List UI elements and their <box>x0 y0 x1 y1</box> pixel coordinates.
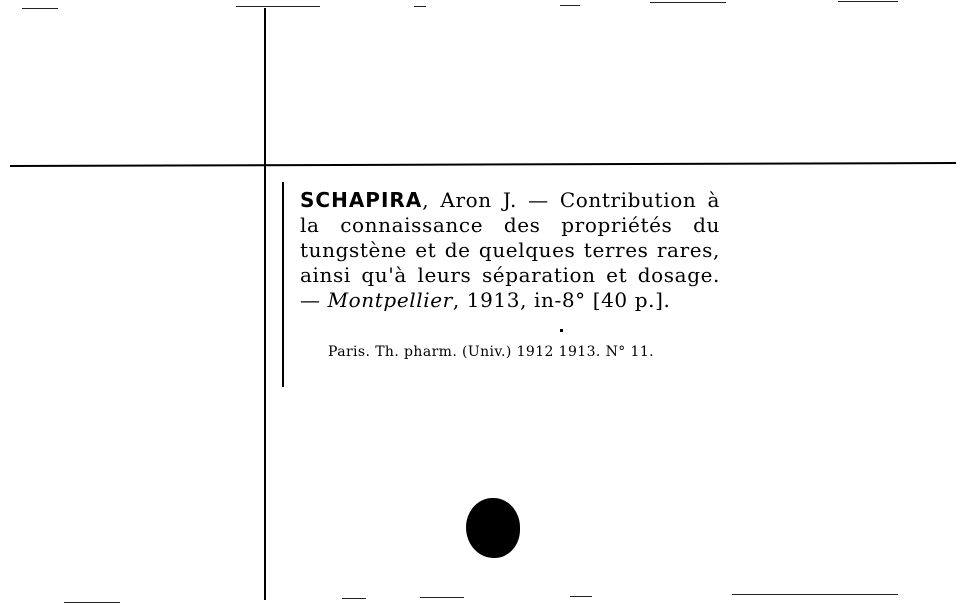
scan-dash <box>22 8 58 9</box>
publication-details: 1913, in-8° [40 p.]. <box>466 288 671 312</box>
scan-dash <box>838 1 898 2</box>
thesis-note: Paris. Th. pharm. (Univ.) 1912 1913. N° 11. <box>328 344 654 360</box>
entry-title: — Contribution à la connaissance des propriétés du tungstène et de quelques terres rares, ainsi qu'à leurs séparation et dosage. — <box>300 188 720 312</box>
scan-dash <box>560 5 580 6</box>
punch-hole <box>466 498 520 558</box>
scan-dash <box>414 6 426 7</box>
card-vertical-rule <box>264 8 266 600</box>
entry-margin-rule <box>282 182 284 387</box>
scan-dash <box>64 602 120 603</box>
catalog-entry: SCHAPIRA, Aron J. — Contribution à la connaissance des propriétés du tungstène et de quelques terres rares, ainsi qu'à leurs séparation et dosage. — Montpellier, 1913, in-8° [40 p.]. <box>300 188 720 312</box>
author-name: SCHAPIRA <box>300 188 423 212</box>
scan-dash <box>650 2 726 3</box>
card-horizontal-rule <box>10 162 956 167</box>
scan-dash <box>236 6 320 7</box>
scan-dash <box>570 596 592 597</box>
publication-place: Montpellier <box>327 288 453 312</box>
scan-dash <box>342 598 366 599</box>
author-given-name: Aron J. <box>440 188 517 212</box>
scan-dash <box>420 597 464 598</box>
ink-speck <box>560 329 563 332</box>
scan-dash <box>732 594 898 595</box>
